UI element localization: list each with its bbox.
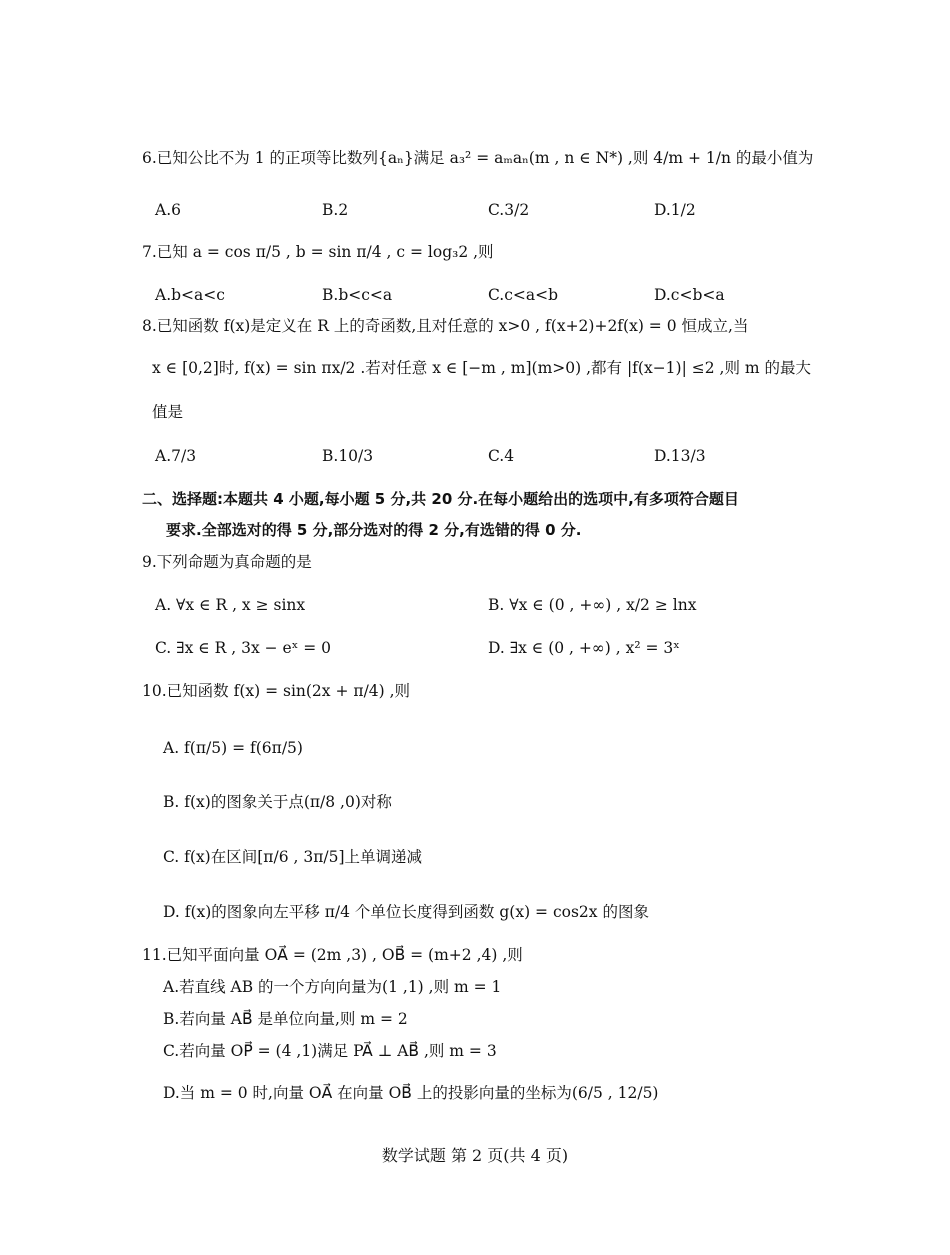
q11-option-b: B.若向量 AB⃗ 是单位向量,则 m = 2 bbox=[163, 1010, 408, 1028]
section-2-heading-line-2: 要求.全部选对的得 5 分,部分选对的得 2 分,有选错的得 0 分. bbox=[166, 521, 582, 539]
q9-stem: 9.下列命题为真命题的是 bbox=[142, 553, 312, 571]
q10-stem: 10.已知函数 f(x) = sin(2x + π/4) ,则 bbox=[142, 682, 411, 700]
q8-stem-line-3: 值是 bbox=[152, 403, 184, 421]
q11-stem: 11.已知平面向量 OA⃗ = (2m ,3) , OB⃗ = (m+2 ,4) ,则 bbox=[142, 946, 523, 964]
q10-option-b: B. f(x)的图象关于点(π/8 ,0)对称 bbox=[163, 793, 392, 811]
q10-option-d: D. f(x)的图象向左平移 π/4 个单位长度得到函数 g(x) = cos2x 的图象 bbox=[163, 903, 649, 921]
q11-option-d: D.当 m = 0 时,向量 OA⃗ 在向量 OB⃗ 上的投影向量的坐标为(6/5 , 12/5) bbox=[163, 1084, 659, 1102]
q8-stem-line-2: x ∈ [0,2]时, f(x) = sin πx/2 .若对任意 x ∈ [−m , m](m>0) ,都有 |f(x−1)| ≤2 ,则 m 的最大 bbox=[152, 359, 811, 377]
q7-stem: 7.已知 a = cos π/5 , b = sin π/4 , c = log₃2 ,则 bbox=[142, 243, 494, 261]
q9-option-c: C. ∃x ∈ R , 3x − eˣ = 0 bbox=[155, 639, 331, 657]
page-footer: 数学试题 第 2 页(共 4 页) bbox=[381, 1146, 569, 1165]
q9-option-d: D. ∃x ∈ (0 , +∞) , x² = 3ˣ bbox=[488, 639, 680, 657]
q9-option-a: A. ∀x ∈ R , x ≥ sinx bbox=[155, 596, 306, 614]
q8-option-d: D.13/3 bbox=[654, 447, 706, 465]
q8-option-b: B.10/3 bbox=[322, 447, 374, 465]
q7-option-a: A.b<a<c bbox=[155, 286, 225, 304]
q8-stem-line-1: 8.已知函数 f(x)是定义在 R 上的奇函数,且对任意的 x>0 , f(x+2)+2f(x) = 0 恒成立,当 bbox=[142, 317, 749, 335]
q6-option-a: A.6 bbox=[155, 201, 181, 219]
q9-option-b: B. ∀x ∈ (0 , +∞) , x/2 ≥ lnx bbox=[488, 596, 697, 614]
q8-option-a: A.7/3 bbox=[155, 447, 197, 465]
q6-option-d: D.1/2 bbox=[654, 201, 696, 219]
q6-option-b: B.2 bbox=[322, 201, 349, 219]
q7-option-d: D.c<b<a bbox=[654, 286, 725, 304]
q10-option-c: C. f(x)在区间[π/6 , 3π/5]上单调递减 bbox=[163, 848, 423, 866]
q7-option-c: C.c<a<b bbox=[488, 286, 559, 304]
q7-option-b: B.b<c<a bbox=[322, 286, 393, 304]
q11-option-c: C.若向量 OP⃗ = (4 ,1)满足 PA⃗ ⊥ AB⃗ ,则 m = 3 bbox=[163, 1042, 497, 1060]
q6-stem: 6.已知公比不为 1 的正项等比数列{aₙ}满足 a₃² = aₘaₙ(m , n ∈ N*) ,则 4/m + 1/n 的最小值为 bbox=[142, 149, 814, 167]
q10-option-a: A. f(π/5) = f(6π/5) bbox=[163, 739, 303, 757]
q11-option-a: A.若直线 AB 的一个方向向量为(1 ,1) ,则 m = 1 bbox=[163, 978, 502, 996]
q6-option-c: C.3/2 bbox=[488, 201, 530, 219]
section-2-heading-line-1: 二、选择题:本题共 4 小题,每小题 5 分,共 20 分.在每小题给出的选项中,有多项符合题目 bbox=[142, 490, 739, 508]
q8-option-c: C.4 bbox=[488, 447, 515, 465]
